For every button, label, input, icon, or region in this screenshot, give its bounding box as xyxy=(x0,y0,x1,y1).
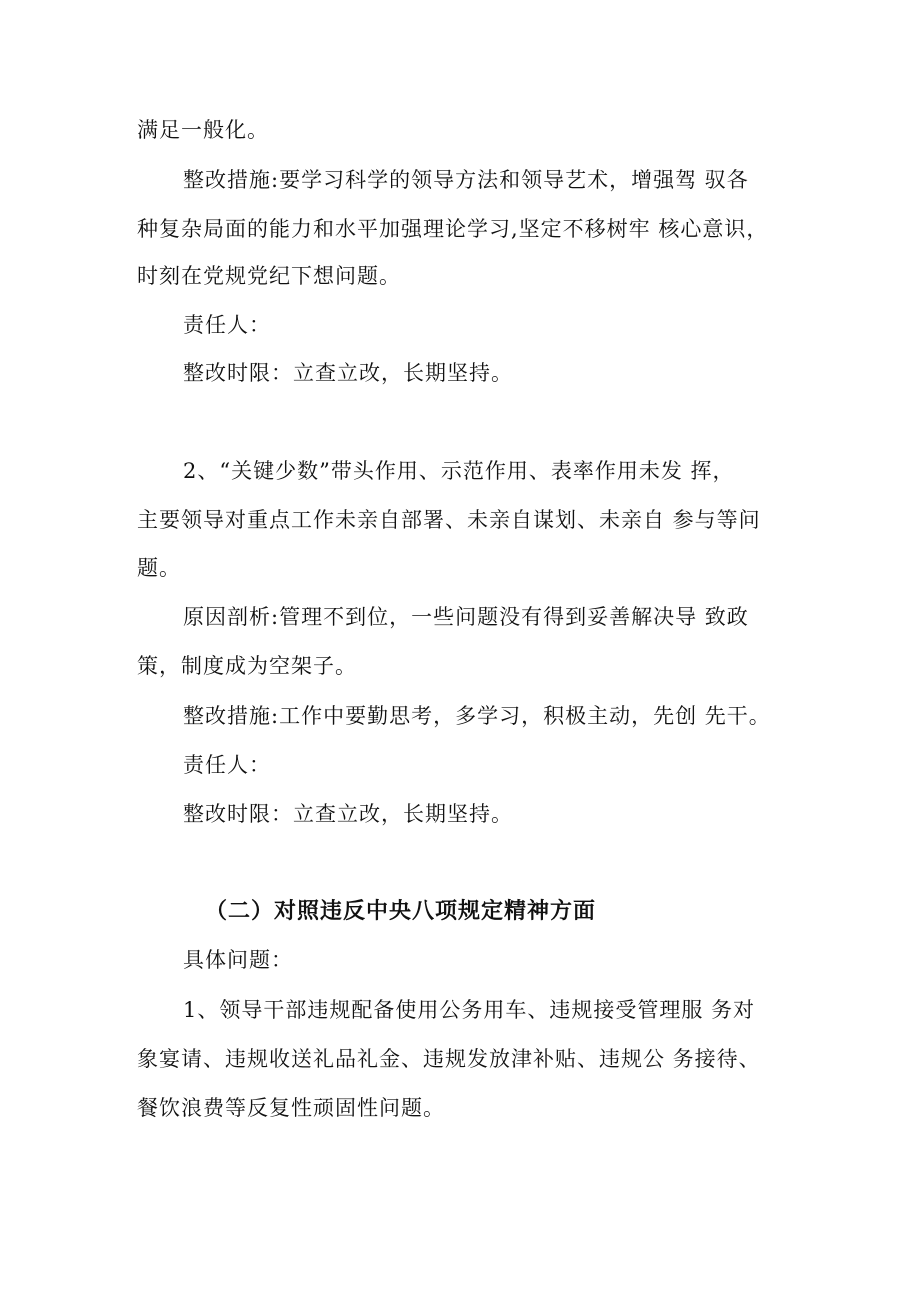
paragraph-line: 种复杂局面的能力和水平加强理论学习,坚定不移树牢 核心意识， xyxy=(137,217,769,241)
paragraph-line: 整改时限：立查立改，长期坚持。 xyxy=(183,361,513,385)
paragraph-line: 时刻在党规党纪下想问题。 xyxy=(137,264,401,288)
paragraph-line: 责任人： xyxy=(183,313,271,337)
paragraph-line: 整改措施:工作中要勤思考，多学习，积极主动，先创 先干。 xyxy=(183,704,771,728)
paragraph-line: 原因剖析:管理不到位，一些问题没有得到妥善解决导 致政 xyxy=(183,605,749,629)
paragraph-line: 题。 xyxy=(137,556,181,580)
paragraph-line: 责任人： xyxy=(183,753,271,777)
paragraph-line: 具体问题： xyxy=(183,948,293,972)
paragraph-line: 餐饮浪费等反复性顽固性问题。 xyxy=(137,1096,445,1120)
paragraph-line: 1、领导干部违规配备使用公务用车、违规接受管理服 务对 xyxy=(183,998,756,1022)
paragraph-line: 整改措施:要学习科学的领导方法和领导艺术，增强驾 驭各 xyxy=(183,168,749,192)
paragraph-line: 满足一般化。 xyxy=(137,118,269,142)
paragraph-line: 策，制度成为空架子。 xyxy=(137,654,357,678)
paragraph-line: 象宴请、违规收送礼品礼金、违规发放津补贴、违规公 务接待、 xyxy=(137,1047,761,1071)
paragraph-line: 整改时限：立查立改，长期坚持。 xyxy=(183,802,513,826)
paragraph-line: 2、“关键少数”带头作用、示范作用、表率作用未发 挥， xyxy=(183,459,735,483)
section-heading: （二）对照违反中央八项规定精神方面 xyxy=(205,899,597,924)
paragraph-line: 主要领导对重点工作未亲自部署、未亲自谋划、未亲自 参与等问 xyxy=(137,508,761,532)
